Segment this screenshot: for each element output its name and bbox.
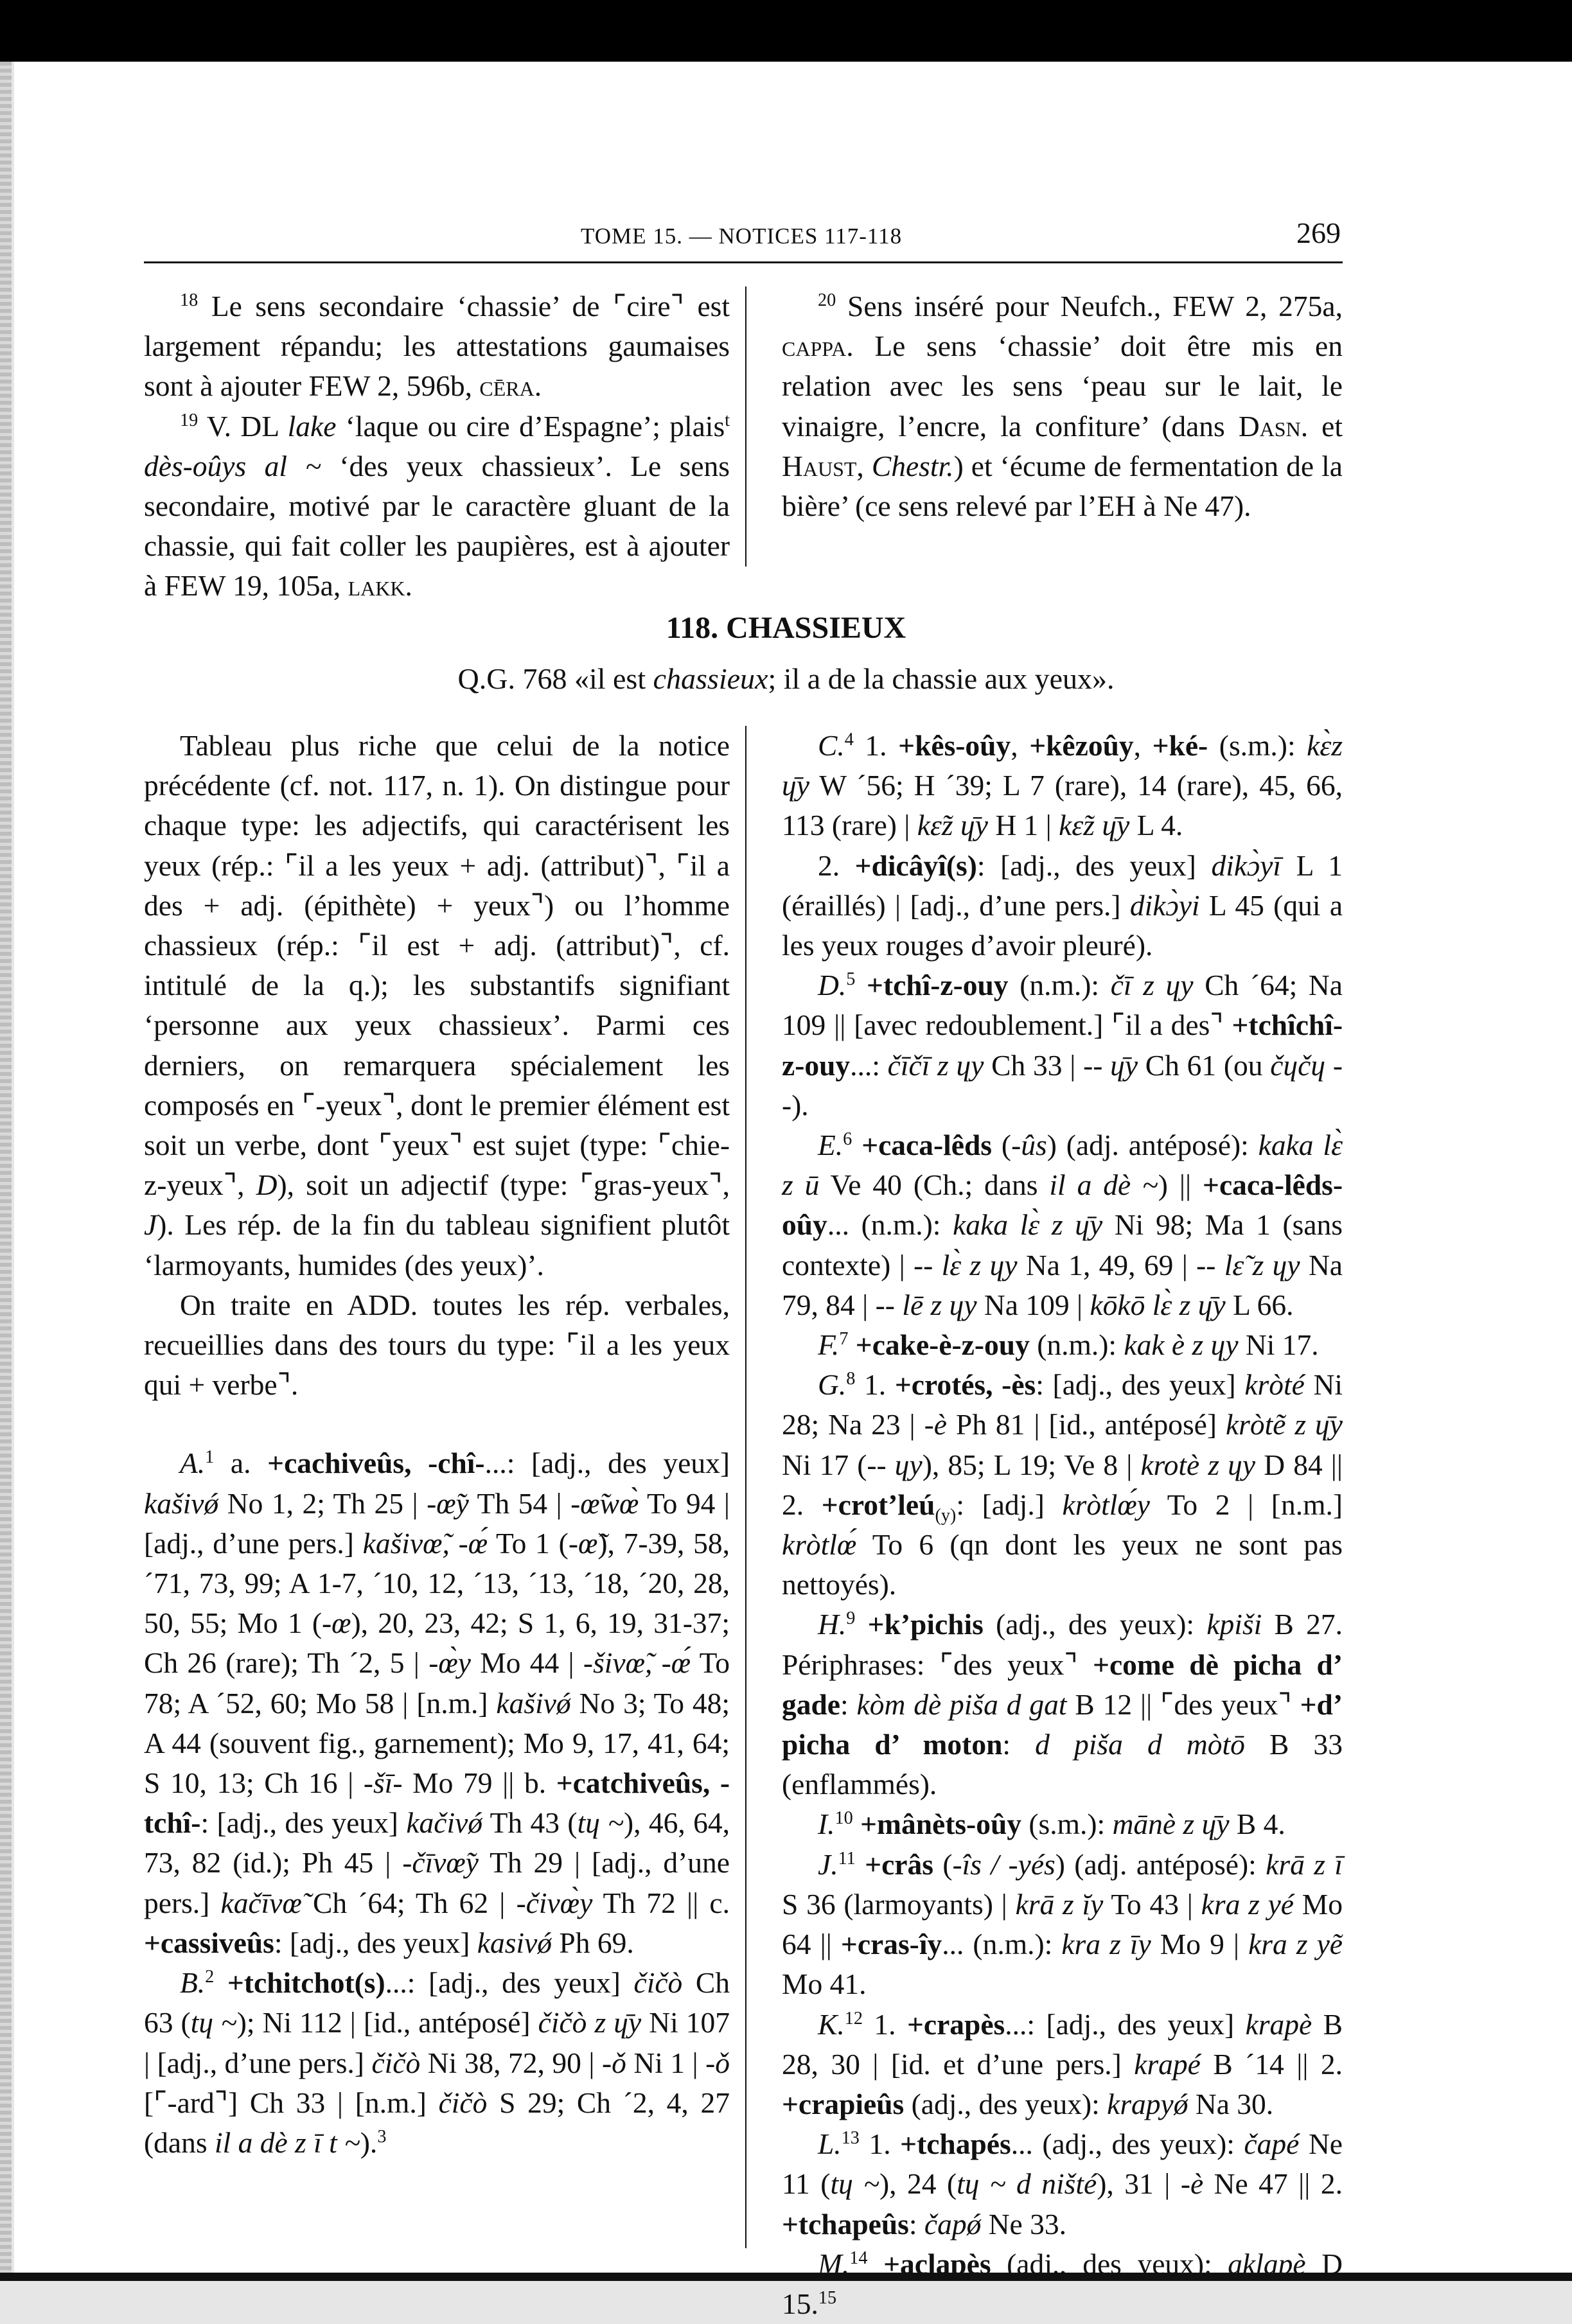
entry-F: F.$^7$ +cake-è-z-ouy (n.m.): kak è z ɥy Ni 17.	[818, 1328, 1319, 1362]
footnote-column-separator	[745, 286, 746, 567]
footnote-20: $^{20}$ Sens inséré pour Neufch., FEW 2, 275a, cappa. Le sens ‘chassie’ doit être mis en relation avec les sens ‘peau sur le lait, le vinaigre, l’encre, la confiture’ (dans Dasn. et Haust, Chestr.) et ‘écume de fermentation de la bière’ (ce sens relevé par l’EH à Ne 47).	[782, 290, 1343, 523]
footnote-marker: 20	[818, 290, 836, 310]
entry-H: H.$^9$ +k’pichis (adj., des yeux): kpiši B 27. Périphrases: ⌜des yeux⌝ +come dè picha d’ gade: kòm dè piša d gat B 12 || ⌜des yeux⌝ +d’ picha d’ moton: d piša d mòtō B 33 (enflammés).	[782, 1608, 1343, 1801]
entry-J: J.$^{11}$ +crâs (-îs / -yés) (adj. antéposé): krā z ī S 36 (larmoyants) | krā z ĭy To 43 | kra z yé Mo 64 || +cras-îy... (n.m.): kra z īy Mo 9 | kra z yẽ Mo 41.	[782, 1847, 1343, 2001]
footnote-marker: 19	[180, 410, 199, 430]
page-number: 269	[1296, 216, 1341, 249]
main-column-separator	[745, 726, 746, 2248]
entry-C-2: 2. +dicâyî(s): [adj., des yeux] dikɔ̀yī L 1 (éraillés) | [adj., d’une pers.] dikɔ̀yi L 45 (qui a les yeux rouges d’avoir pleuré).	[782, 849, 1343, 962]
entry-D: D.$^5$ +tchî-z-ouy (n.m.): čī z ɥy Ch ´64; Na 109 || [avec redoublement.] ⌜il a des⌝ +tchîchî-z-ouy...: čīčī z ɥy Ch 33 | -- ɥ̄y Ch 61 (ou čɥčɥ --).	[782, 969, 1343, 1122]
intro-paragraph-1: Tableau plus riche que celui de la notice précédente (cf. not. 117, n. 1). On distingue pour chaque type: les adjectifs, qui caractérisent les yeux (rép.: ⌜il a les yeux + adj. (attribut)⌝, ⌜il a des + adj. (épithète) + yeux⌝) ou l’homme chassieux (rép.: ⌜il est + adj. (attribut)⌝, cf. intitulé de la q.); les substantifs signifiant ‘personne aux yeux chassieux’. Parmi ces derniers, on remarquera spécialement les composés en ⌜-yeux⌝, dont le premier élément est soit un verbe, dont ⌜yeux⌝ est sujet (type: ⌜chie-z-yeux⌝, D), soit un adjectif (type: ⌜gras-yeux⌝, J). Les rép. de la fin du tableau signifient plutôt ‘larmoyants, humides (des yeux)’.	[144, 729, 730, 1281]
notice-title: 118. CHASSIEUX	[666, 611, 906, 645]
main-column-right	[782, 726, 1343, 2324]
footnote-19: $^{19}$ V. DL lake ‘laque ou cire d’Espagne’; plais$^t$ dès-oûys al ~ ‘des yeux chassieux’. Le sens secondaire, motivé par le caractère gluant de la chassie, qui fait coller les paupières, est à ajouter à FEW 19, 105a, lakk.	[144, 409, 730, 603]
entry-L: L.$^{13}$ 1. +tchapés... (adj., des yeux): čapé Ne 11 (tɥ ~), 24 (tɥ ~ d ništé), 31 | -è Ne 47 || 2. +tchapeûs: čapǿ Ne 33.	[782, 2127, 1343, 2240]
entry-C: C.$^4$ 1. +kês-oûy, +kêzoûy, +ké- (s.m.): kɛ̀z ɥ̄y W ´56; H ´39; L 7 (rare), 14 (rare), 45, 66, 113 (rare) | kɛ̃z ɥ̄y H 1 | kɛ̃z ɥ̄y L 4.	[782, 729, 1343, 842]
intro-paragraph-2: On traite en ADD. toutes les rép. verbales, recueillies dans des tours du type: ⌜il a les yeux qui + verbe⌝.	[144, 1288, 730, 1402]
paragraph-gap	[144, 1405, 730, 1443]
entry-B: B.$^2$ +tchitchot(s)...: [adj., des yeux] čičò Ch 63 (tɥ ~); Ni 112 | [id., antéposé] čičò z ɥ̄y Ni 107 | [adj., d’une pers.] čičò Ni 38, 72, 90 | -ǒ Ni 1 | -ǒ [⌜-ard⌝] Ch 33 | [n.m.] čičò S 29; Ch ´2, 4, 27 (dans il a dè z ī t ~).$^3$	[144, 1966, 730, 2159]
footnote-18: $^{18}$ Le sens secondaire ‘chassie’ de ⌜cire⌝ est largement répandu; les attestations gaumaises sont à ajouter FEW 2, 596b, cēra.	[144, 290, 730, 403]
running-head: TOME 15. — NOTICES 117-118	[581, 224, 903, 249]
entry-I: I.$^{10}$ +mânèts-oûy (s.m.): mānè z ɥ̄y B 4.	[818, 1808, 1285, 1841]
scan-left-edge	[0, 62, 12, 2281]
main-column-left	[144, 726, 730, 2163]
entry-M: M.$^{14}$ +aclapès (adj., des yeux): aklapè D 15.15	[782, 2247, 1343, 2320]
footnotes-left	[144, 286, 730, 603]
entry-A: A.$^1$ a. +cachiveûs, -chî-...: [adj., des yeux] kašivǿ No 1, 2; Th 25 | -œ̃y Th 54 | -œ̃wœ̀ To 94 | [adj., d’une pers.] kašivœ̃, -œ́ To 1 (-œ̃), 7-39, 58, ´71, 73, 99; A 1-7, ´10, 12, ´13, ´13, ´18, ´20, 28, 50, 55; Mo 1 (-œ), 20, 23, 42; S 1, 6, 19, 31-37; Ch 26 (rare); Th ´2, 5 | -œ̀y Mo 44 | -šivœ̃, -œ́ To 78; A ´52, 60; Mo 58 | [n.m.] kašivǿ No 3; To 48; A 44 (souvent fig., garnement); Mo 9, 17, 41, 64; S 10, 13; Ch 16 | -šī- Mo 79 || b. +catchiveûs, -tchî-: [adj., des yeux] kačivǿ Th 43 (tɥ ~), 46, 64, 73, 82 (id.); Ph 45 | -čīvœ̃y Th 29 | [adj., d’une pers.] kačīvœ̃ Ch ´64; Th 62 | -čivœ̀y Th 72 || c. +cassiveûs: [adj., des yeux] kasivǿ Ph 69.	[144, 1447, 730, 1959]
entry-E: E.$^6$ +caca-lêds (-ûs) (adj. antéposé): kaka lɛ̀ z ū Ve 40 (Ch.; dans il a dè ~) || +caca-lêds-oûy... (n.m.): kaka lɛ̀ z ɥ̄y Ni 98; Ma 1 (sans contexte) | -- lɛ̀ z ɥy Na 1, 49, 69 | -- lɛ̃ z ɥy Na 79, 84 | -- lē z ɥy Na 109 | kōkō lɛ̀ z ɥ̄y L 66.	[782, 1129, 1343, 1321]
entry-K: K.$^{12}$ 1. +crapès...: [adj., des yeux] krapè B 28, 30 | [id. et d’une pers.] krapé B ´14 || 2. +crapieûs (adj., des yeux): krapyǿ Na 30.	[782, 2007, 1343, 2120]
question-reference: Q.G. 768 «il est chassieux; il a de la chassie aux yeux».	[457, 662, 1115, 695]
scan-top-border	[0, 0, 1572, 62]
header-rule	[144, 261, 1343, 263]
footnotes-right	[782, 286, 1343, 569]
footnote-marker: 18	[180, 290, 199, 310]
entry-G: G.$^8$ 1. +crotés, -ès: [adj., des yeux] kròté Ni 28; Na 23 | -è Ph 81 | [id., antéposé] kròtẽ z ɥ̄y Ni 17 (-- ɥy), 85; L 19; Ve 8 | krotè z ɥy D 84 || 2. +crot’leú$_{(y)}$: [adj.] kròtlœ́y To 2 | [n.m.] kròtlœ́ To 6 (qn dont les yeux ne sont pas nettoyés).	[782, 1368, 1343, 1601]
